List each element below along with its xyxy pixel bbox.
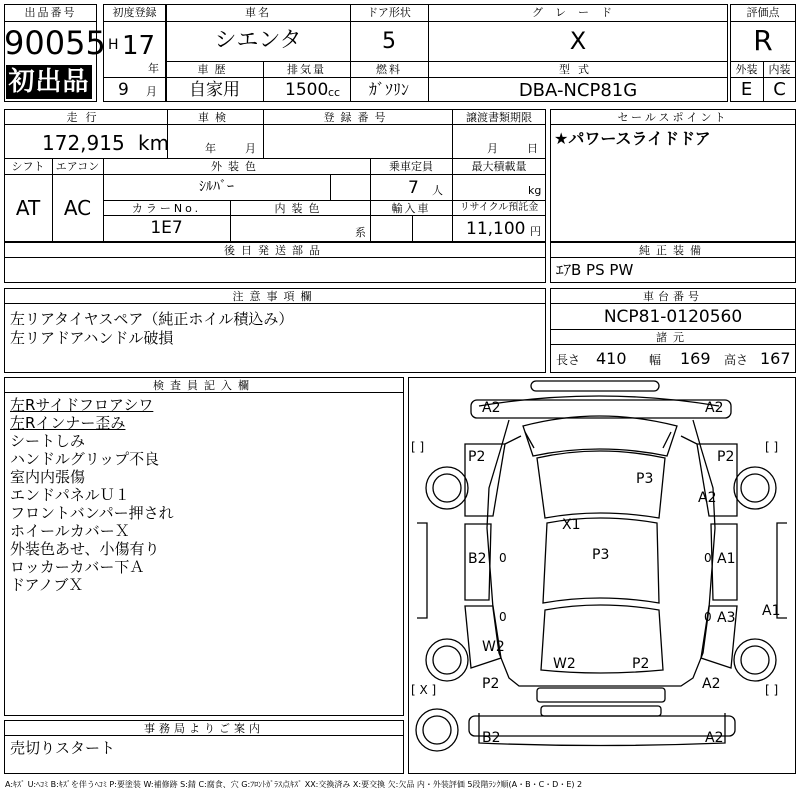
- inspection-label: 車検: [198, 111, 232, 124]
- height-label: 高さ: [724, 353, 749, 367]
- import-label: 輸入車: [391, 202, 431, 215]
- aircon: AC: [63, 196, 92, 220]
- sales-point-text: ★パワースライドドア: [554, 129, 711, 148]
- inspector-line-5: 室内内張傷: [10, 468, 86, 486]
- inspection-month-unit: 月: [245, 142, 256, 155]
- equipment-label: 純正装備: [639, 244, 707, 257]
- damage-mark: W2: [553, 656, 576, 672]
- bracket-empty: [ ]: [411, 440, 425, 454]
- length-label: 長さ: [556, 353, 581, 367]
- plate-label: 登録番号: [323, 111, 392, 124]
- doors: 5: [382, 29, 396, 54]
- width-label: 幅: [649, 353, 662, 367]
- shift-label: シフト: [11, 160, 45, 173]
- damage-mark: A2: [702, 676, 721, 692]
- notes-line-2: 左リアドアハンドル破損: [10, 329, 174, 347]
- score-label: 評価点: [746, 6, 780, 19]
- dims-label: 諸元: [656, 331, 690, 344]
- aircon-label: エアコン: [55, 160, 100, 173]
- height: 167: [760, 349, 791, 368]
- shift: AT: [15, 196, 41, 220]
- damage-mark: X1: [562, 517, 581, 533]
- inspector-line-7: フロントバンパー押され: [10, 504, 174, 522]
- inspector-line-3: シートしみ: [10, 432, 86, 450]
- length: 410: [596, 349, 627, 368]
- width: 169: [680, 349, 711, 368]
- bracket-x: [ X ]: [411, 683, 437, 697]
- max-load-unit: kg: [528, 184, 542, 197]
- lot-number: 90055: [4, 24, 106, 62]
- transfer-deadline-label: 譲渡書類期限: [466, 111, 532, 124]
- chassis-label: 車台番号: [643, 290, 703, 303]
- fuel: ｶﾞｿﾘﾝ: [368, 80, 409, 99]
- displacement-unit: cc: [328, 86, 341, 99]
- inspector-line-10: ロッカーカバー下Ａ: [10, 558, 145, 576]
- zero-mark: 0: [499, 610, 507, 624]
- first-registration-month: 9: [118, 80, 129, 100]
- office-label: 事務局よりご案内: [144, 722, 264, 735]
- door-label: ドア形状: [367, 6, 411, 19]
- exterior-label: 外装: [735, 63, 758, 76]
- interior-label: 内装: [768, 63, 791, 76]
- bracket-empty: [ ]: [765, 683, 779, 697]
- exterior-grade: E: [740, 79, 753, 100]
- damage-mark: P2: [482, 676, 500, 692]
- max-load-label: 最大積載量: [471, 160, 527, 173]
- transfer-day-unit: 日: [527, 142, 538, 155]
- grade: X: [569, 27, 587, 55]
- mileage-unit: km: [138, 131, 170, 155]
- damage-mark: A3: [717, 610, 736, 626]
- damage-mark: W2: [482, 639, 505, 655]
- ext-color: ｼﾙﾊﾞｰ: [199, 179, 234, 195]
- damage-mark: A1: [717, 551, 736, 567]
- damage-mark: P2: [468, 449, 486, 465]
- fuel-label: 燃料: [376, 63, 402, 76]
- damage-mark: B2: [482, 730, 501, 746]
- bracket-empty: [ ]: [765, 440, 779, 454]
- model-name-label: 車名: [245, 6, 271, 19]
- interior-grade: C: [773, 79, 786, 100]
- equipment-text: ｴｱB PS PW: [556, 261, 634, 279]
- damage-mark: A2: [482, 400, 501, 416]
- year-unit: 年: [148, 62, 159, 75]
- zero-mark: 0: [499, 551, 507, 565]
- vehicle-info-box: [4, 109, 546, 242]
- type: DBA-NCP81G: [518, 80, 638, 101]
- history: 自家用: [189, 80, 240, 100]
- zero-mark: 0: [704, 610, 712, 624]
- type-label: 型式: [559, 63, 597, 76]
- history-label: 車歴: [197, 63, 232, 76]
- car-diagram: [409, 378, 795, 773]
- int-color-suffix: 系: [355, 226, 366, 239]
- damage-mark: P3: [592, 547, 610, 563]
- damage-mark: A2: [698, 490, 717, 506]
- inspector-line-8: ホイールカバーＸ: [10, 522, 130, 540]
- sales-point-label: セールスポイント: [617, 111, 729, 124]
- displacement: 1500: [285, 80, 329, 100]
- int-color-label: 内装色: [274, 202, 326, 215]
- era: H: [108, 37, 119, 53]
- inspector-line-11: ドアノブＸ: [10, 576, 84, 594]
- recycle-deposit: 11,100: [466, 219, 526, 239]
- damage-mark: P2: [717, 449, 735, 465]
- grade-label: グレード: [532, 6, 624, 19]
- ext-color-label: 外装色: [211, 160, 262, 173]
- notes-label: 注意事項欄: [232, 290, 318, 303]
- first-registration-label: 初度登録: [112, 6, 157, 19]
- damage-mark: B2: [468, 551, 487, 567]
- notes-line-1: 左リアタイヤスペア（純正ホイル積込み）: [10, 310, 294, 328]
- legend: A:ｷｽﾞ U:ﾍｺﾐ B:ｷｽﾞを伴うﾍｺﾐ P:要塗装 W:補修跡 S:錆 C:腐食、穴 G:ﾌﾛﾝﾄｶﾞﾗｽ点ｷｽﾞ XX:交換済み X:要交換 欠:欠品 内・外装評価 5段階ﾗﾝｸ順(A・B・C・D・E) 2: [5, 780, 583, 789]
- inspector-line-4: ハンドルグリップ不良: [10, 450, 160, 468]
- model-name: シエンタ: [214, 28, 302, 53]
- inspection-year-unit: 年: [205, 142, 216, 155]
- transfer-month-unit: 月: [487, 142, 498, 155]
- inspector-line-9: 外装色あせ、小傷有り: [10, 540, 160, 558]
- first-registration-year: 17: [122, 31, 156, 61]
- first-listing-badge: 初出品: [6, 65, 92, 99]
- inspector-line-1: 左Rサイドフロアシワ: [10, 396, 154, 414]
- damage-mark: P2: [632, 656, 650, 672]
- recycle-unit: 円: [530, 225, 541, 238]
- inspector-line-2: 左Rインナー歪み: [10, 414, 126, 432]
- damage-mark: P3: [636, 471, 654, 487]
- chassis-number: NCP81-0120560: [603, 307, 743, 327]
- seats-label: 乗車定員: [389, 160, 433, 173]
- zero-mark: 0: [704, 551, 712, 565]
- later-parts-label: 後日発送部品: [224, 244, 326, 257]
- damage-mark: A2: [705, 730, 724, 746]
- inspector-line-6: エンドパネルＵ１: [10, 486, 130, 504]
- month-unit: 月: [146, 85, 157, 98]
- mileage-label: 走行: [66, 111, 105, 124]
- color-no-label: カラーNo.: [131, 202, 202, 215]
- damage-mark: A1: [762, 603, 781, 619]
- color-no: 1E7: [150, 218, 183, 238]
- damage-mark: A2: [705, 400, 724, 416]
- seats: 7: [408, 178, 419, 198]
- score: R: [753, 24, 773, 57]
- mileage: 172,915: [42, 131, 125, 155]
- office-text: 売切りスタート: [10, 739, 116, 757]
- seats-unit: 人: [432, 184, 443, 197]
- lot-number-label: 出品番号: [24, 6, 77, 19]
- displacement-label: 排気量: [287, 63, 326, 76]
- inspector-label: 検査員記入欄: [153, 379, 255, 392]
- recycle-label: リサイクル預託金: [459, 202, 539, 213]
